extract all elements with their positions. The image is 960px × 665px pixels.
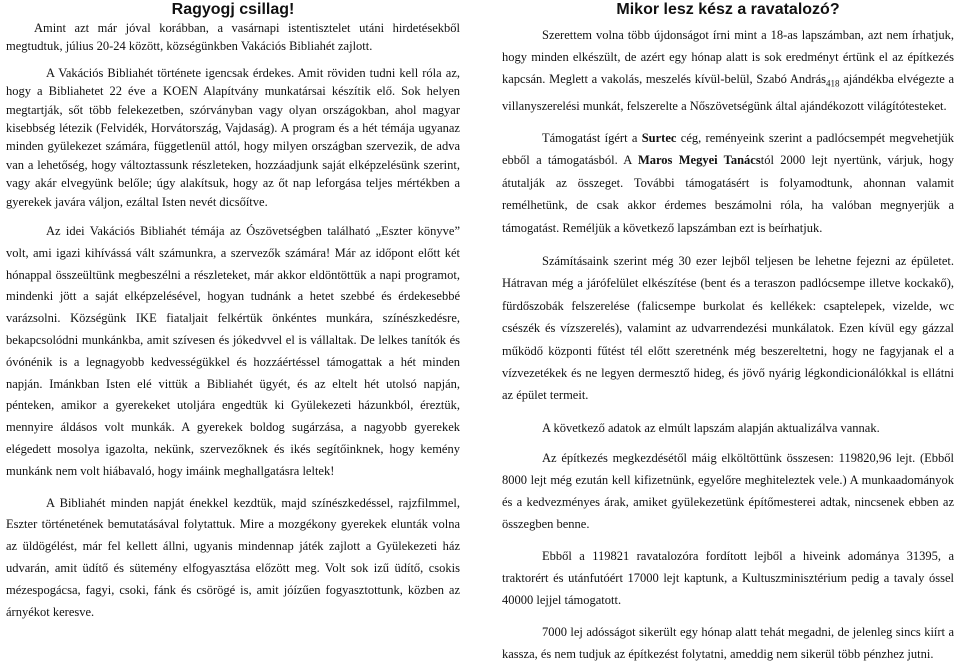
- right-paragraph-5: Az építkezés megkezdésétől máig elköltöttünk összesen: 119820,96 lejt. (Ebből 8000 lejt még ezután kell kifizetnünk, egyelőre meghiteleztek vele.) A munkaadományok és a kedvezményes árak, amiket gyülekezetünk építőmesterei adtak, nincsenek ebben az összegben benne.: [502, 451, 954, 531]
- right-article: [502, 0, 954, 665]
- right-paragraph-2: [502, 127, 954, 239]
- left-paragraph-3: Az idei Vakációs Bibliahét témája az Ószövetségben található „Eszter könyve” volt, ami igazi kihívássá vált számunkra, a szervezők számára! Már az időpont előtt két hónappal összeültünk megbeszélni a részleteket, már akkor eldöntöttük a napi programot, mindenki jött a saját elképzelésével, hogyan tudnánk a hetet szebbé és érdekesebbé varázsolni. Községünk IKE fiataljait felkértük önkéntes munkára, színészkedésre, bekapcsolódni munkánkba, amit szívesen és jókedvvel el is vállaltak. De lelkes tanítók és óvónénik is a legnagyobb kedvességükkel és hozzáértéssel támogattak a hét minden napján. Imánkban Isten elé vittük a Bibliahét ügyét, és az eltelt hét utolsó napján, pénteken, amikor a gyerekeket utoljára engedtük ki Gyülekezeti házunkból, éreztük, mennyire áldásos volt munkák. A gyerekek boldog sugárzása, a nagyobb gyerekek elégedett mosolya igazolta, nekünk, szervezőknek és ikés segítőinknek, hogy kemény munkánk nem volt hiábavaló, hogy imáink meghallgatásra leltek!: [6, 224, 460, 478]
- sponsor-council: Maros Megyei Tanács: [637, 153, 761, 168]
- right-paragraph-1-subscript: 418: [826, 78, 840, 89]
- right-paragraph-1-text-a: Szerettem volna több újdonságot írni mint a 18-as lapszámban, azt nem írhatjuk, hogy minden elkészült, de azért egy hónap alatt is sok eredményt értünk el az építkezés kapcsán. Meglett a vakolás, meszelés kívül-belül, Szabó András: [502, 28, 954, 87]
- right-paragraph-1-text-b: ajándékba elvégezte a villanyszerelési munkát, felszerelte a Nőszövetségünk által ajándékozott világítótesteket.: [502, 72, 954, 113]
- right-paragraph-4: A következő adatok az elmúlt lapszám alapján aktualizálva vannak.: [542, 420, 880, 435]
- right-paragraph-1: [502, 24, 954, 117]
- left-paragraph-1: Amint azt már jóval korábban, a vasárnapi istentisztelet utáni hirdetésekből megtudtuk, július 20-24 között, községünkben Vakációs Bibliahét zajlott.: [6, 21, 460, 54]
- right-article-title: Mikor lesz kész a ravatalozó?: [616, 1, 840, 18]
- left-article: [6, 0, 460, 623]
- right-paragraph-2-text-c: cég, reményeink szerint a padlócsempét megvehetjük ebből a támogatásból. A: [502, 130, 954, 168]
- right-paragraph-2-text-a: Támogatást ígért a: [542, 130, 642, 145]
- right-paragraph-6: Ebből a 119821 ravatalozóra fordított lejből a hiveink adománya 31395, a traktorért és utánfutóért 17000 lejt kaptunk, a Kultuszminisztérium pedig a tavaly óssel 40000 lejjel támogatott.: [502, 549, 954, 607]
- left-article-title: Ragyogj csillag!: [171, 1, 295, 18]
- left-paragraph-4: A Bibliahét minden napját énekkel kezdtük, majd színészkedéssel, rajzfilmmel, Eszter történetének bemutatásával folytattuk. Mire a mozgékony gyerekek elunták volna az üldögélést, már fel kellett állni, ugyanis mindennap játék zajlott a Gyülekezeti ház udvarán, amit üdítő és sütemény elfogyasztása előzött meg. Volt sok izű üdítő, csokis mézespogácsa, fagyi, csoki, fánk és csörögé is, amit jóízűen fogyasztottunk, közben az árnyékot keresve.: [6, 495, 460, 619]
- sponsor-surtec: Surtec: [641, 130, 677, 145]
- right-paragraph-2-text-e: tól 2000 lejt nyertünk, várjuk, hogy átutalják az összeget. További támogatásért is folyamodtunk, ahonnan valamit remélhetünk, de csak akkor érdemes beszámolni róla, ha valóban megnyerjük a támogatást. Reméljük a következő lapszámban ezt is beírhatjuk.: [502, 153, 954, 235]
- left-paragraph-2: A Vakációs Bibliahét története igencsak érdekes. Amit röviden tudni kell róla az, hogy a Bibliahetet 22 éve a KOEN Alapítvány munkatársai készítik elő. Sok helyen megtartják, sőt több felekezetben, szórványban vagy olyan országokban, ahol magyar kisebbség létezik (Felvidék, Horvátország, Vajdaság). A program és a hét témája ugyanaz minden gyülekezet számára, függetlenül attól, hogy milyen országban szervezik, de adva van a lehetőség, hogy változtassunk részleteken, hozzáadjunk saját elképzelésünk szerint, vagy akár elvegyünk belőle; úgy alakítsuk, hogy az őt nap leforgása teljes mértékben a gyerekek javára váljon, ezáltal Isten nevét dicsőítve.: [6, 65, 460, 209]
- right-paragraph-7: 7000 lej adósságot sikerült egy hónap alatt tehát megadni, de jelenleg sincs kiírt a kassza, és nem tudjuk az építkezést folytatni, ameddig nem sikerül több pénzhez jutni.: [502, 624, 954, 661]
- right-paragraph-3: Számításaink szerint még 30 ezer lejből teljesen be lehetne fejezni az épületet. Hátravan még a járófelület elkészítése (bent és a teraszon padlócsempe illetve kockakő), fürdőszobák felszerelése (falicsempe burkolat és kellékek: csaptelepek, vizelde, wc csészék és vízszerelés), valamint az udvarrendezési munkálatok. Ezen kívül egy gázzal működő központi fűtést tél előtt szeretnénk még beszereltetni, hogy ne fagyjanak el a vízvezetékek és ne legyen dermesztő hideg, és jövő nyárig légkondicionálókkal is ellátni az épület termeit.: [502, 253, 954, 403]
